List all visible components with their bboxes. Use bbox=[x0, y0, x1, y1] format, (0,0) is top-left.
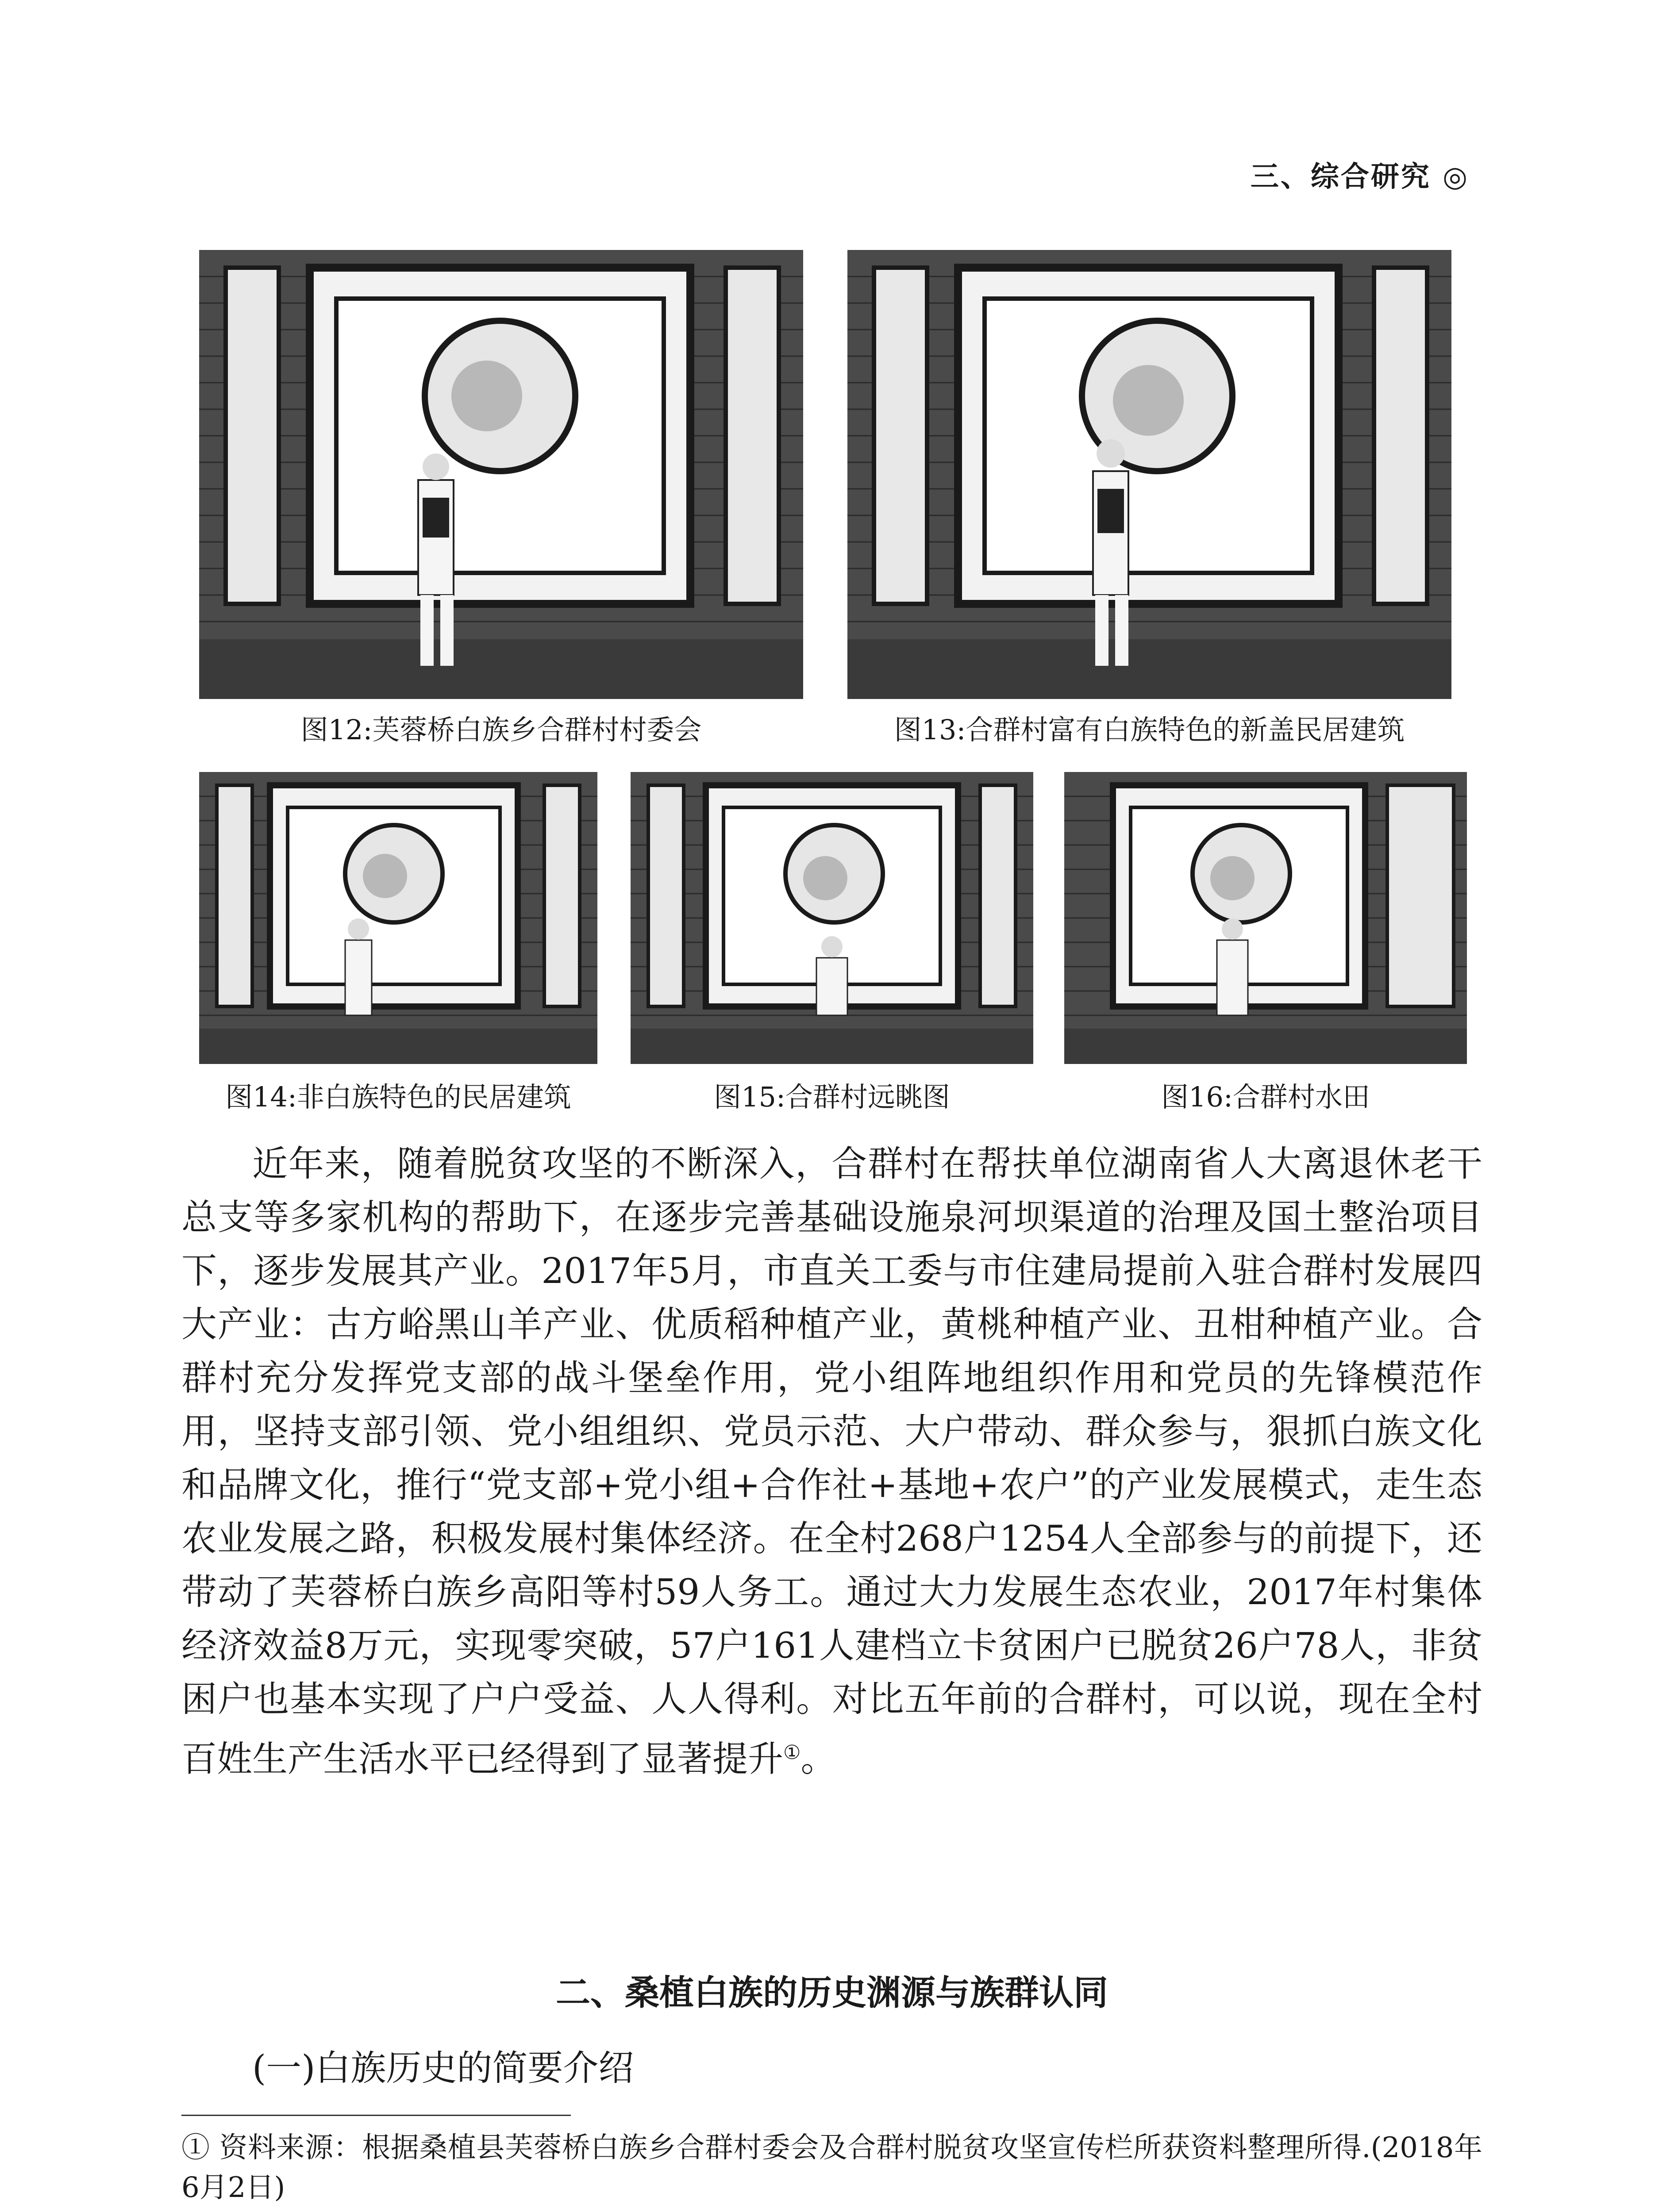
subsection-title: (一)白族历史的简要介绍 bbox=[252, 2047, 634, 2089]
running-header: 三、综合研究 ◎ bbox=[1250, 161, 1469, 193]
figure-16-photo bbox=[1064, 772, 1467, 1064]
figure-13-caption: 图13:合群村富有白族特色的新盖民居建筑 bbox=[894, 714, 1405, 746]
footnote-marker: ① bbox=[783, 1741, 801, 1764]
figure-14-caption: 图14:非白族特色的民居建筑 bbox=[225, 1081, 571, 1113]
footnote-divider bbox=[181, 2115, 571, 2116]
figure-12-caption: 图12:芙蓉桥白族乡合群村村委会 bbox=[300, 714, 702, 746]
figure-14-photo bbox=[199, 772, 597, 1064]
figure-12-photo bbox=[199, 250, 803, 699]
figure-13-photo bbox=[847, 250, 1451, 699]
section-title: 二、桑植白族的历史渊源与族群认同 bbox=[555, 1973, 1108, 2013]
figure-15-photo bbox=[631, 772, 1033, 1064]
paragraph-text: 近年来，随着脱贫攻坚的不断深入，合群村在帮扶单位湖南省人大离退休老干总支等多家机构的帮助下，在逐步完善基础设施泉河坝渠道的治理及国土整治项目下，逐步发展其产业。2017年5月，市直关工委与市住建局提前入驻合群村发展四大产业：古方峪黑山羊产业、优质稻种植产业，黄桃种植产业、丑柑种植产业。合群村充分发挥党支部的战斗堡垒作用，党小组阵地组织作用和党员的先锋模范作用，坚持支部引领、党小组组织、党员示范、大户带动、群众参与，狠抓白族文化和品牌文化，推行“党支部+党小组+合作社+基地+农户”的产业发展模式，走生态农业发展之路，积极发展村集体经济。在全村268户1254人全部参与的前提下，还带动了芙蓉桥白族乡高阳等村59人务工。通过大力发展生态农业，2017年村集体经济效益8万元，实现零突破，57户161人建档立卡贫困户已脱贫26户78人，非贫困户也基本实现了户户受益、人人得利。对比五年前的合群村，可以说，现在全村百姓生产生活水平已经得到了显著提升 bbox=[181, 1143, 1482, 1780]
paragraph bbox=[181, 1137, 1482, 1786]
figure-16-caption: 图16:合群村水田 bbox=[1161, 1081, 1370, 1113]
paragraph-end: 。 bbox=[801, 1738, 836, 1780]
body-text bbox=[181, 1137, 1482, 1786]
figure-15-caption: 图15:合群村远眺图 bbox=[714, 1081, 950, 1113]
footnote: ① 资料来源：根据桑植县芙蓉桥白族乡合群村委会及合群村脱贫攻坚宣传栏所获资料整理所得.(2018年6月2日) bbox=[181, 2131, 1482, 2204]
